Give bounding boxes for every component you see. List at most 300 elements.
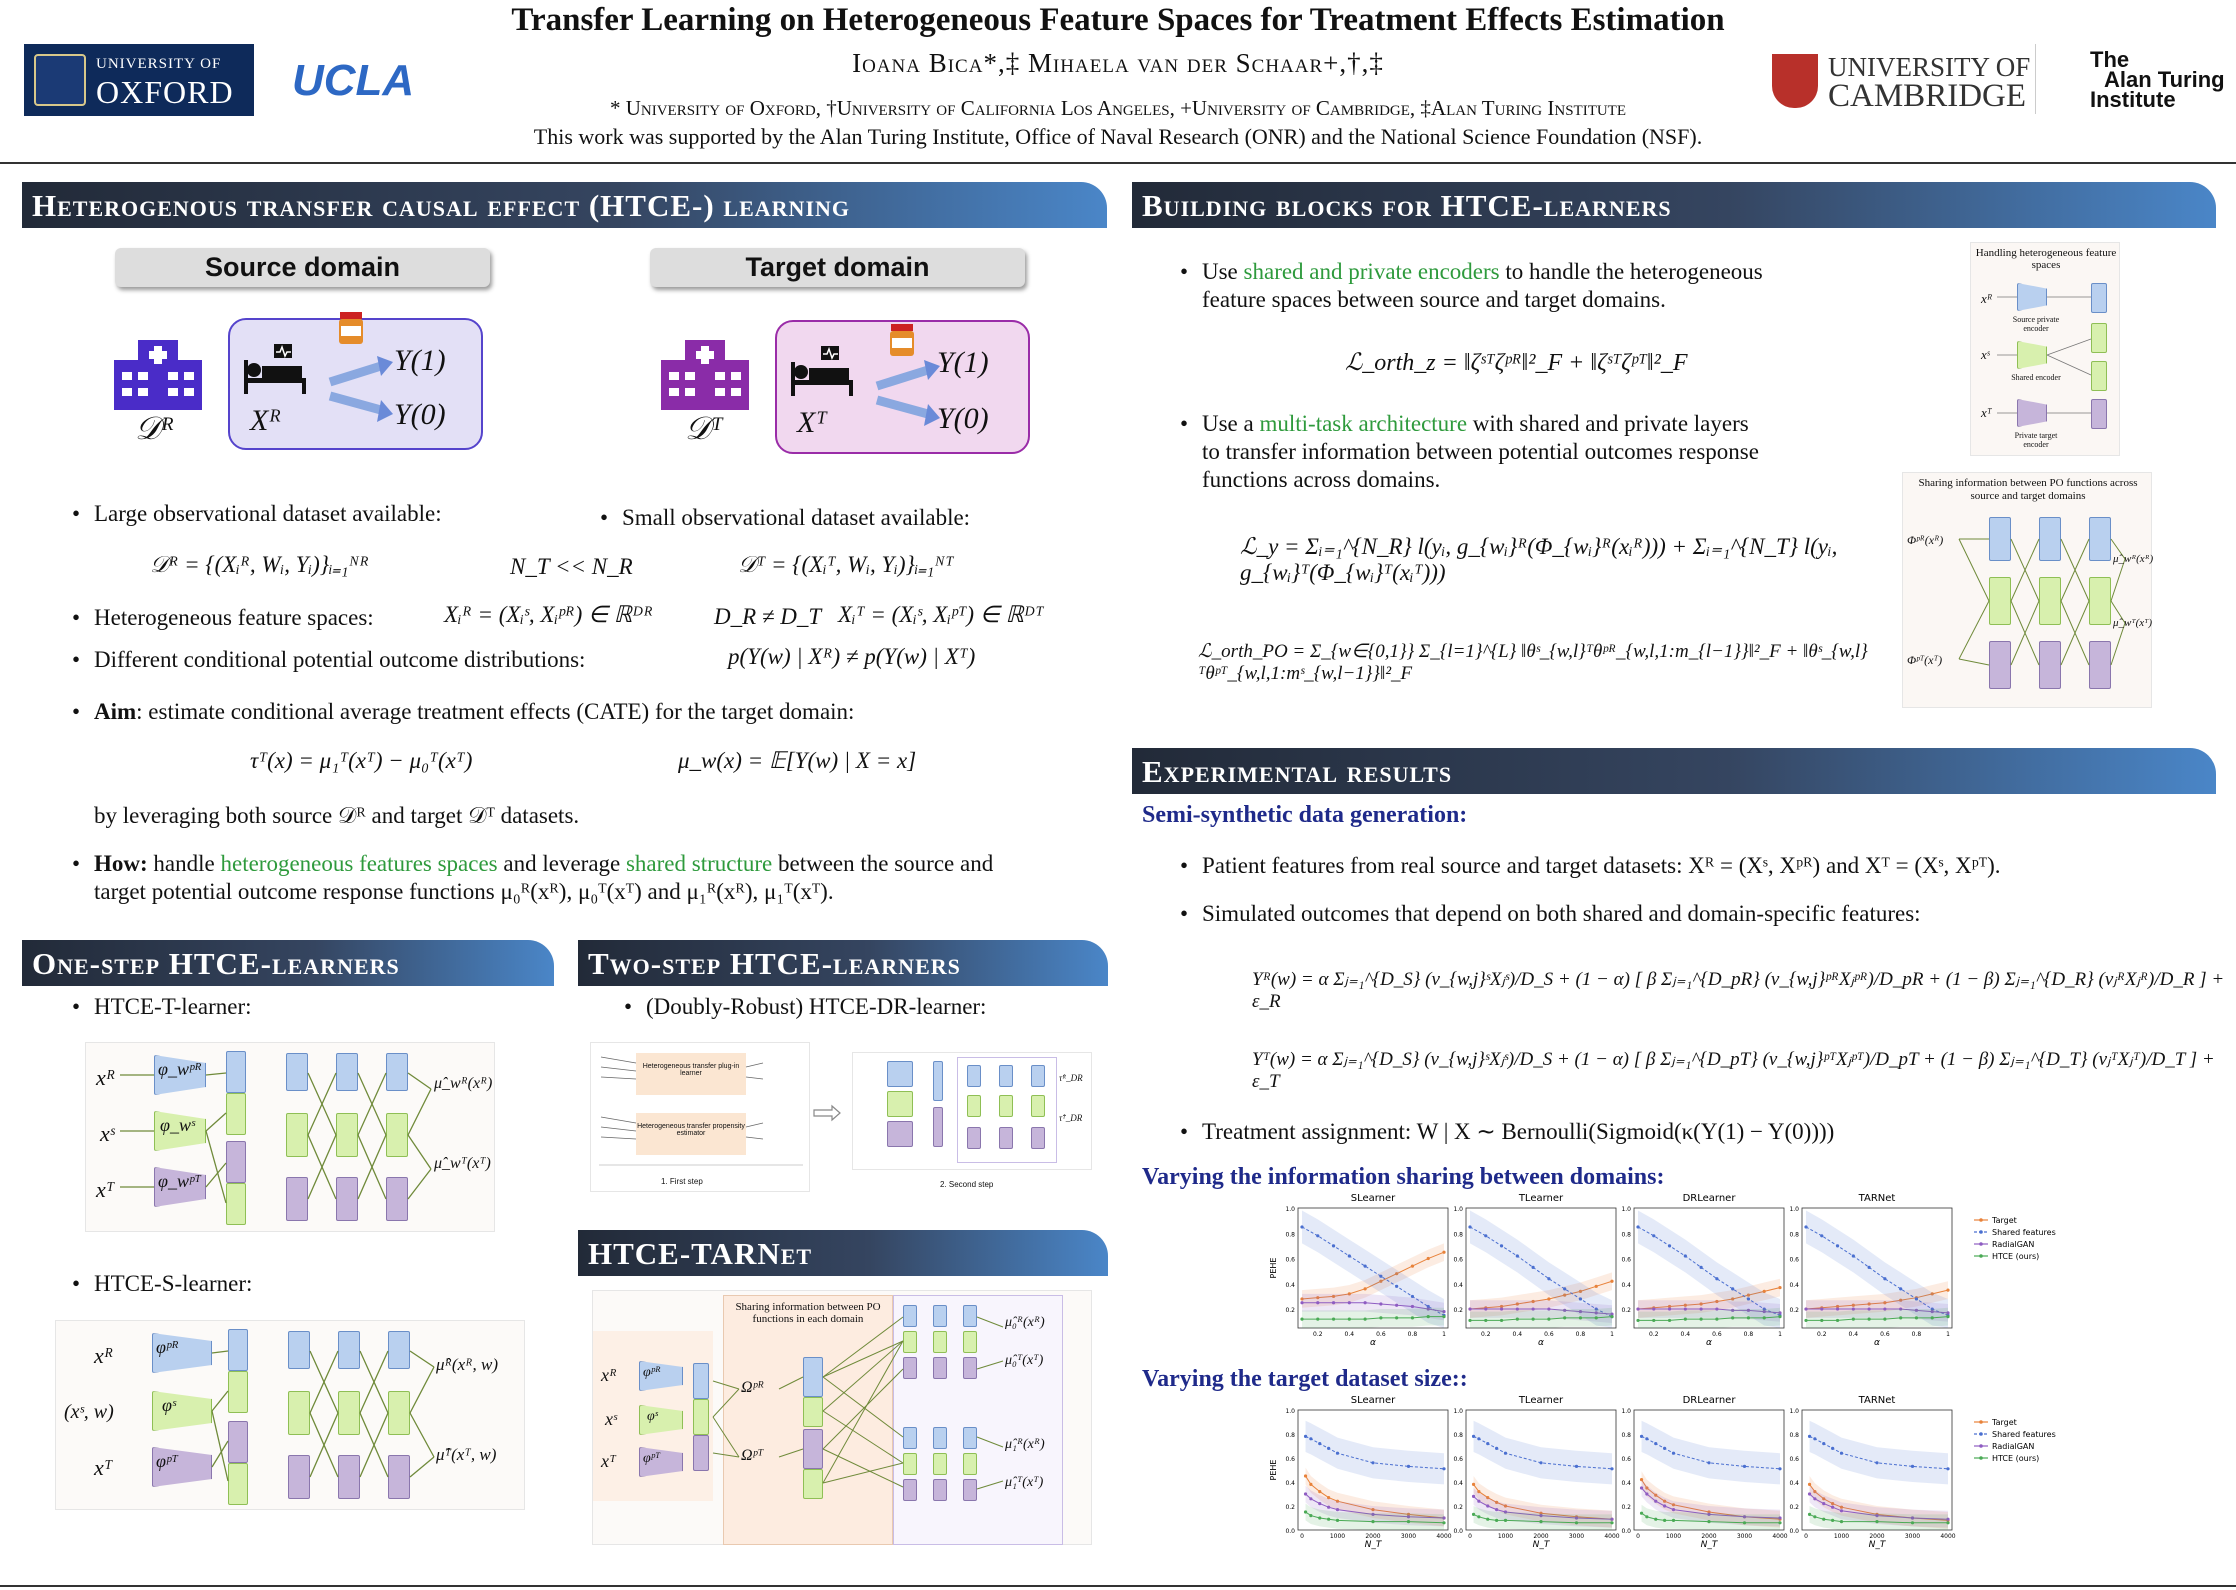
y-tick-label: 0.8 <box>1285 1231 1295 1239</box>
data-point <box>1336 1452 1339 1455</box>
data-point <box>1731 1316 1734 1319</box>
tarnet-enc-s-label: φˢ <box>647 1409 658 1424</box>
tarnet-out-0r: μ̂₀ᴿ(xᴿ) <box>1005 1315 1045 1330</box>
header-rule <box>0 162 2236 164</box>
dr2-enc-s <box>887 1091 913 1117</box>
bullet-patient-features: • Patient features from real source and target datasets: Xᴿ = (Xˢ, Xᵖᴿ) and Xᵀ = (Xˢ, Xᵖᵀ). <box>1202 852 2001 880</box>
legend-marker <box>1979 1254 1983 1258</box>
data-point <box>1364 1265 1367 1268</box>
data-point <box>1946 1315 1949 1318</box>
data-point <box>1579 1316 1582 1319</box>
y-tick-label: 0.6 <box>1453 1456 1463 1463</box>
ati-line1: The <box>2090 47 2130 72</box>
data-point <box>1318 1516 1321 1519</box>
x-tick-label: 0.2 <box>1817 1331 1827 1338</box>
eq-sample-sizes: N_T << N_R <box>510 554 633 579</box>
data-point <box>1899 1316 1902 1319</box>
how-text-1: handle <box>147 851 221 876</box>
x-tick-label: 1 <box>1610 1331 1614 1338</box>
outcome-arrows-icon-target <box>872 354 942 434</box>
t-learner-label: • HTCE-T-learner: <box>94 993 252 1021</box>
data-point <box>1684 1318 1687 1321</box>
x-axis-label: α <box>1706 1338 1712 1348</box>
dr2-l1b <box>967 1095 981 1117</box>
dr2-enc-pr <box>887 1061 913 1087</box>
data-point <box>1468 1225 1471 1228</box>
data-point <box>1820 1307 1823 1310</box>
tarnet-omega-pt: Ωᵖᵀ <box>741 1447 764 1464</box>
data-point <box>1868 1318 1871 1321</box>
data-point <box>1486 1518 1489 1521</box>
chart-panel <box>1789 1193 1952 1348</box>
x-tick-label: 0.6 <box>1880 1331 1890 1338</box>
data-point <box>1516 1254 1519 1257</box>
data-point <box>1371 1520 1374 1523</box>
enc-fig-input-r: xᴿ <box>1981 291 1993 306</box>
data-point <box>1477 1437 1480 1440</box>
panel-title: DRLearner <box>1682 1395 1736 1406</box>
section-header-onestep: One-step HTCE-learners <box>22 940 554 986</box>
x-tick-label: 1 <box>1442 1331 1446 1338</box>
y-tick-label: 0.4 <box>1621 1480 1631 1487</box>
data-point <box>1672 1508 1675 1511</box>
data-point <box>1442 1521 1445 1524</box>
medicine-bottle-icon-target <box>887 322 917 358</box>
data-point <box>1915 1316 1918 1319</box>
legend-marker <box>1979 1230 1983 1234</box>
x-tick-label: 4000 <box>1436 1533 1452 1540</box>
legend-marker <box>1979 1444 1983 1448</box>
panel-title: TARNet <box>1858 1193 1896 1204</box>
data-point <box>1300 1225 1303 1228</box>
dr2-output-r: τ̂ᴿ_DR <box>1059 1073 1083 1083</box>
data-point <box>1532 1266 1535 1269</box>
po-fig-out-t: μ̂_wᵀ(xᵀ) <box>2113 617 2153 629</box>
leverage-text: by leveraging both source 𝒟ᴿ and target 𝒟ᵀ datasets. <box>94 803 580 828</box>
data-point <box>1640 1435 1643 1438</box>
data-point <box>1595 1316 1598 1319</box>
x-tick-label: 1000 <box>1665 1533 1682 1540</box>
s-output-t: μ̂ᵀ(xᵀ, w) <box>436 1445 497 1464</box>
cambridge-crest-icon <box>1772 54 1818 108</box>
y-tick-label: 0.0 <box>1453 1528 1463 1535</box>
data-point <box>1831 1447 1834 1450</box>
data-point <box>1379 1316 1382 1319</box>
y-tick-label: 0.2 <box>1285 1504 1295 1511</box>
y-tick-label: 0.2 <box>1453 1307 1463 1315</box>
aim-text: : estimate conditional average treatment effects (CATE) for the target domain: <box>136 699 855 724</box>
x-tick-label: 0 <box>1636 1533 1640 1540</box>
s-connections <box>56 1321 526 1511</box>
data-point <box>1484 1307 1487 1310</box>
chart-panel <box>1621 1395 1787 1550</box>
y-tick-label: 0.6 <box>1621 1456 1631 1463</box>
data-point <box>1652 1234 1655 1237</box>
target-x-label: Xᵀ <box>797 406 827 439</box>
data-point <box>1700 1266 1703 1269</box>
x-axis-label: N_T <box>1868 1540 1886 1550</box>
data-point <box>1407 1465 1410 1468</box>
legend-marker <box>1979 1420 1983 1424</box>
legend-label: HTCE (ours) <box>1992 1252 2040 1261</box>
x-tick-label: 0.8 <box>1743 1331 1754 1338</box>
y-tick-label: 0.4 <box>1621 1281 1631 1289</box>
s-encoder-s-label: φˢ <box>162 1395 176 1415</box>
data-point <box>1595 1285 1598 1288</box>
t-connections <box>86 1043 496 1233</box>
x-axis-label: α <box>1874 1338 1880 1348</box>
x-tick-label: 1 <box>1778 1331 1782 1338</box>
series-band <box>1302 1308 1444 1328</box>
data-point <box>1852 1307 1855 1310</box>
cambridge-logo-line2: CAMBRIDGE <box>1828 78 2027 114</box>
encoders-pre: Use <box>1202 259 1244 284</box>
data-point <box>1348 1318 1351 1321</box>
y-tick-label: 1.0 <box>1621 1408 1631 1415</box>
data-point <box>1442 1315 1445 1318</box>
dr-step2-label: 2. Second step <box>940 1180 994 1189</box>
po-fig-input-r: Φᵖᴿ(xᴿ) <box>1907 533 1944 547</box>
legend-label: HTCE (ours) <box>1992 1454 2040 1463</box>
how-text-3: between the source and <box>772 851 994 876</box>
eq-cate: τᵀ(x) = μ₁ᵀ(xᵀ) − μ₀ᵀ(xᵀ) <box>250 748 473 773</box>
bullet-multitask <box>1202 410 1902 494</box>
eq-yt: Yᵀ(w) = α Σⱼ₌₁^{D_S} (v_{w,j}ˢXⱼˢ)/D_S + (1 − α) [ β Σⱼ₌₁^{D_pT} (v_{w,j}ᵖᵀXⱼᵖᵀ)/D_pT + (1 − β) Σⱼ₌₁^{D_T} (vⱼᵀXⱼᵀ)/D_T ] + ε_T <box>1252 1049 2215 1092</box>
data-point <box>1715 1277 1718 1280</box>
t-encoder-s-label: φ_wˢ <box>160 1115 195 1135</box>
x-tick-label: 0.6 <box>1544 1331 1554 1338</box>
y-tick-label: 0.0 <box>1621 1528 1631 1535</box>
y-tick-label: 0.8 <box>1789 1432 1799 1439</box>
data-point <box>1477 1500 1480 1503</box>
data-point <box>1883 1318 1886 1321</box>
tarnet-figure <box>592 1290 1092 1545</box>
dr2-enc-pt <box>887 1121 913 1147</box>
po-fig-input-t: Φᵖᵀ(xᵀ) <box>1907 653 1943 667</box>
chart-panel <box>1789 1395 1955 1550</box>
bullet-heterogeneous: • Heterogeneous feature spaces: <box>94 604 374 632</box>
data-point <box>1304 1435 1307 1438</box>
hospital-icon <box>108 332 208 412</box>
panel-title: TLearner <box>1518 1193 1564 1204</box>
legend-label: Shared features <box>1992 1430 2056 1439</box>
y-tick-label: 0.4 <box>1453 1281 1463 1289</box>
data-point <box>1579 1297 1582 1300</box>
y-tick-label: 0.4 <box>1285 1480 1295 1487</box>
data-point <box>1868 1266 1871 1269</box>
y-tick-label: 0.8 <box>1453 1432 1463 1439</box>
data-point <box>1822 1502 1825 1505</box>
y-tick-label: 1.0 <box>1789 1206 1799 1213</box>
x-tick-label: 3000 <box>1736 1533 1753 1540</box>
encoders-green: shared and private encoders <box>1243 259 1500 284</box>
panel-title: SLearner <box>1350 1193 1396 1204</box>
data-point <box>1822 1442 1825 1445</box>
data-point <box>1309 1437 1312 1440</box>
data-point <box>1500 1307 1503 1310</box>
data-point <box>1610 1521 1613 1524</box>
x-tick-label: 2000 <box>1701 1533 1717 1540</box>
multitask-line3: functions across domains. <box>1202 467 1441 492</box>
data-point <box>1822 1518 1825 1521</box>
t-encoder-pt-label: φ_wᵖᵀ <box>158 1171 202 1191</box>
data-point <box>1836 1319 1839 1322</box>
data-point <box>1820 1319 1823 1322</box>
eq-po-differ: p(Y(w) | Xᴿ) ≠ p(Y(w) | Xᵀ) <box>728 644 976 669</box>
dr2-l2b <box>999 1095 1013 1117</box>
x-tick-label: 0.4 <box>1512 1331 1523 1338</box>
bullet-aim <box>94 698 854 726</box>
section-header-blocks: Building blocks for HTCE-learners <box>1132 182 2216 228</box>
data-point <box>1563 1287 1566 1290</box>
data-point <box>1532 1318 1535 1321</box>
enc-fig-label-target: Private target encoder <box>2014 431 2058 449</box>
y-tick-label: 0.6 <box>1789 1256 1799 1264</box>
y-tick-label: 0.6 <box>1285 1256 1295 1264</box>
legend-marker <box>1979 1432 1983 1436</box>
data-point <box>1636 1225 1639 1228</box>
data-point <box>1808 1513 1811 1516</box>
y-tick-label: 0.8 <box>1453 1231 1463 1239</box>
x-tick-label: 0.4 <box>1848 1331 1859 1338</box>
multitask-green: multi-task architecture <box>1259 411 1468 436</box>
data-point <box>1332 1244 1335 1247</box>
multitask-pre: Use a <box>1202 411 1260 436</box>
data-point <box>1640 1486 1643 1489</box>
how-green-1: heterogeneous features spaces <box>220 851 498 876</box>
dr2-l3b <box>1031 1095 1045 1117</box>
aim-label: Aim <box>94 699 137 724</box>
y-tick-label: 0.2 <box>1453 1504 1463 1511</box>
tarnet-out-1r: μ̂₁ᴿ(xᴿ) <box>1005 1437 1045 1452</box>
author-list: Ioana Bica*,‡ Mihaela van der Schaar+,†,‡ <box>852 48 1384 78</box>
data-point <box>1395 1285 1398 1288</box>
vary-sharing-heading: Varying the information sharing between domains: <box>1142 1164 1665 1190</box>
section-header-tarnet: HTCE-TARNet <box>578 1230 1108 1276</box>
y-axis-label: PEHE <box>1269 1459 1278 1481</box>
section-header-twostep: Two-step HTCE-learners <box>578 940 1108 986</box>
x-tick-label: 0.8 <box>1407 1331 1418 1338</box>
x-tick-label: 0.2 <box>1313 1331 1323 1338</box>
data-point <box>1575 1465 1578 1468</box>
dr-learner-label: • (Doubly-Robust) HTCE-DR-learner: <box>646 993 986 1021</box>
data-point <box>1836 1307 1839 1310</box>
data-point <box>1668 1244 1671 1247</box>
data-point <box>1316 1318 1319 1321</box>
data-point <box>1364 1301 1367 1304</box>
data-point <box>1472 1435 1475 1438</box>
data-point <box>1336 1508 1339 1511</box>
x-tick-label: 0.4 <box>1344 1331 1355 1338</box>
tarnet-input-r: xᴿ <box>601 1365 617 1385</box>
legend-label: RadialGAN <box>1992 1442 2035 1451</box>
data-point <box>1778 1286 1781 1289</box>
data-point <box>1868 1307 1871 1310</box>
bullet-large-dataset: • Large observational dataset available: <box>94 500 442 528</box>
enc-fig-input-t: xᵀ <box>1981 405 1992 420</box>
data-point <box>1379 1275 1382 1278</box>
data-point <box>1379 1302 1382 1305</box>
data-point <box>1316 1234 1319 1237</box>
chart-panel <box>1453 1395 1619 1550</box>
po-fig-connections <box>1903 473 2153 709</box>
x-tick-label: 0.6 <box>1712 1331 1722 1338</box>
y-axis-label: PEHE <box>1269 1257 1278 1279</box>
data-point <box>1700 1318 1703 1321</box>
oxford-logo <box>24 44 254 116</box>
dr2-l1c <box>967 1127 981 1149</box>
data-point <box>1504 1452 1507 1455</box>
data-point <box>1804 1225 1807 1228</box>
y-tick-label: 0.4 <box>1789 1480 1799 1487</box>
data-point <box>1875 1520 1878 1523</box>
y-tick-label: 1.0 <box>1453 1408 1463 1415</box>
how-green-2: shared structure <box>625 851 773 876</box>
dr-propensity-box: Heterogeneous transfer propensity estimator <box>636 1113 746 1155</box>
y-tick-label: 1.0 <box>1621 1206 1631 1213</box>
data-point <box>1318 1442 1321 1445</box>
y-tick-label: 0.4 <box>1285 1281 1295 1289</box>
data-point <box>1472 1495 1475 1498</box>
bullet-how <box>94 850 1104 906</box>
data-point <box>1442 1467 1445 1470</box>
data-point <box>1495 1508 1498 1511</box>
legend-label: Target <box>1992 1418 2017 1427</box>
data-point <box>1672 1519 1675 1522</box>
dr-first-step-figure <box>590 1042 810 1192</box>
panel-title: SLearner <box>1350 1395 1396 1406</box>
ucla-logo: UCLA <box>292 56 415 105</box>
t-input-t: xᵀ <box>96 1177 115 1202</box>
x-tick-label: 0 <box>1468 1533 1472 1540</box>
cambridge-logo-line1: UNIVERSITY OF <box>1828 52 2031 82</box>
y-tick-label: 0.8 <box>1621 1231 1631 1239</box>
tarnet-sharing-label: Sharing information between PO functions in each domain <box>735 1301 881 1325</box>
encoders-line2: feature spaces between source and target domains. <box>1202 287 1666 312</box>
data-point <box>1327 1447 1330 1450</box>
legend-marker <box>1979 1242 1983 1246</box>
patient-bed-icon <box>240 340 312 398</box>
y-tick-label: 0.4 <box>1453 1480 1463 1487</box>
target-dataset-symbol: 𝒟ᵀ <box>685 410 723 446</box>
data-point <box>1840 1452 1843 1455</box>
x-tick-label: 0.4 <box>1680 1331 1691 1338</box>
data-point <box>1852 1318 1855 1321</box>
dr-step1-label: 1. First step <box>661 1177 703 1186</box>
x-tick-label: 1000 <box>1329 1533 1346 1540</box>
tarnet-out-1t: μ̂₁ᵀ(xᵀ) <box>1005 1475 1044 1490</box>
data-point <box>1668 1319 1671 1322</box>
data-point <box>1336 1519 1339 1522</box>
data-point <box>1636 1307 1639 1310</box>
data-point <box>1411 1305 1414 1308</box>
data-point <box>1364 1287 1367 1290</box>
data-point <box>1395 1304 1398 1307</box>
y-tick-label: 0.0 <box>1789 1528 1799 1535</box>
target-y1-label: Y(1) <box>937 346 989 379</box>
data-point <box>1539 1461 1542 1464</box>
data-point <box>1640 1512 1643 1515</box>
data-point <box>1610 1315 1613 1318</box>
data-point <box>1684 1254 1687 1257</box>
s-input-r: xᴿ <box>94 1343 114 1368</box>
data-point <box>1309 1497 1312 1500</box>
x-axis-label: α <box>1370 1338 1376 1348</box>
outcome-arrows-icon <box>325 350 395 430</box>
dr2-l2a <box>999 1065 1013 1087</box>
data-point <box>1411 1316 1414 1319</box>
data-point <box>1743 1521 1746 1524</box>
legend-label: Shared features <box>1992 1228 2056 1237</box>
x-tick-label: 3000 <box>1568 1533 1585 1540</box>
data-point <box>1645 1437 1648 1440</box>
enc-fig-arrows <box>1971 243 2121 457</box>
po-sharing-figure <box>1902 472 2152 708</box>
po-sharing-fig-title: Sharing information between PO functions across source and target domains <box>1918 477 2138 502</box>
data-point <box>1547 1307 1550 1310</box>
x-tick-label: 0 <box>1300 1533 1304 1540</box>
poster-title: Transfer Learning on Heterogeneous Feature Spaces for Treatment Effects Estimation <box>511 2 1725 38</box>
section-header-experiments: Experimental results <box>1132 748 2216 794</box>
data-point <box>1484 1319 1487 1322</box>
semi-synthetic-heading: Semi-synthetic data generation: <box>1142 802 1468 828</box>
legend-label: RadialGAN <box>1992 1240 2035 1249</box>
dr2-output-t: τ̂ᵀ_DR <box>1059 1113 1083 1123</box>
data-point <box>1309 1483 1312 1486</box>
x-tick-label: 2000 <box>1365 1533 1381 1540</box>
data-point <box>1813 1437 1816 1440</box>
y-tick-label: 0.8 <box>1621 1432 1631 1439</box>
eq-mu: μ_w(x) = 𝔼[Y(w) | X = x] <box>678 748 917 773</box>
data-point <box>1547 1297 1550 1300</box>
affiliations: * University of Oxford, †University of California Los Angeles, +University of Cambridge, ‡Alan Turing Institute <box>609 96 1627 120</box>
source-dataset-symbol: 𝒟ᴿ <box>135 410 175 446</box>
dr-step-arrow-icon <box>812 1105 842 1121</box>
data-point <box>1348 1254 1351 1257</box>
t-input-s: xˢ <box>100 1121 115 1146</box>
y-tick-label: 0.6 <box>1621 1256 1631 1264</box>
data-point <box>1468 1319 1471 1322</box>
eq-target-features: Xᵢᵀ = (Xᵢˢ, Xᵢᵖᵀ) ∈ ℝᴰᵀ <box>838 602 1044 627</box>
x-tick-label: 4000 <box>1772 1533 1788 1540</box>
panel-title: TARNet <box>1858 1395 1896 1406</box>
data-point <box>1654 1500 1657 1503</box>
source-x-label: Xᴿ <box>250 404 282 437</box>
target-domain-panel <box>775 320 1030 454</box>
data-point <box>1840 1509 1843 1512</box>
y-tick-label: 0.8 <box>1285 1432 1295 1439</box>
data-point <box>1663 1504 1666 1507</box>
data-point <box>1743 1465 1746 1468</box>
x-tick-label: 0 <box>1804 1533 1808 1540</box>
data-point <box>1684 1307 1687 1310</box>
data-point <box>1504 1519 1507 1522</box>
t-encoder-pr-label: φ_wᵖᴿ <box>158 1059 202 1079</box>
y-tick-label: 1.0 <box>1285 1206 1295 1213</box>
data-point <box>1309 1514 1312 1517</box>
data-point <box>1495 1447 1498 1450</box>
data-point <box>1563 1316 1566 1319</box>
data-point <box>1707 1520 1710 1523</box>
data-point <box>1820 1234 1823 1237</box>
data-point <box>1500 1244 1503 1247</box>
data-point <box>1300 1318 1303 1321</box>
x-axis-label: N_T <box>1364 1540 1382 1550</box>
multitask-post: with shared and private layers <box>1467 411 1749 436</box>
data-point <box>1472 1513 1475 1516</box>
data-point <box>1516 1307 1519 1310</box>
s-learner-figure <box>55 1320 525 1510</box>
